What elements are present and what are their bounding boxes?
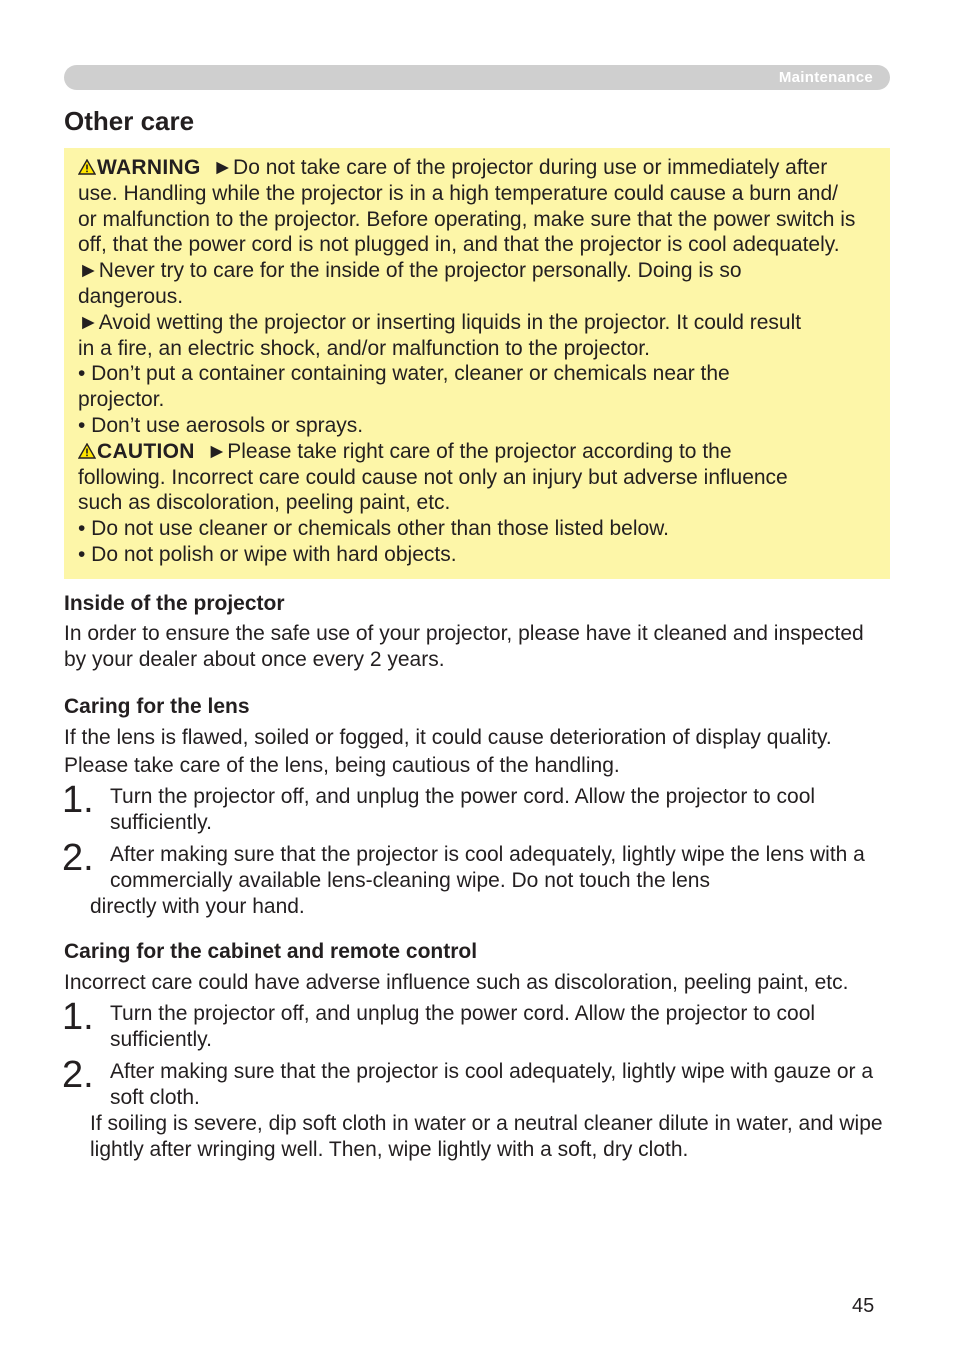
step-text: Turn the projector off, and unplug the power cord. Allow the projector to cool sufficiently. <box>110 785 816 834</box>
step-number: 1. <box>62 779 94 821</box>
cabinet-section <box>64 939 890 1163</box>
step-text: After making sure that the projector is cool adequately, lightly wipe with gauze or a soft cloth. <box>110 1060 874 1109</box>
caution-line: such as discoloration, peeling paint, etc. <box>78 491 451 515</box>
caution-text: ►Please take right care of the projector according to the <box>206 439 732 463</box>
lens-continuation: directly with your hand. <box>90 895 305 918</box>
step-text: After making sure that the projector is cool adequately, lightly wipe the lens with a commercially available lens-cleaning wipe. Do not touch the lens <box>110 843 865 892</box>
lens-step <box>62 779 890 836</box>
cabinet-steps <box>62 996 890 1111</box>
page-number: 45 <box>852 1295 875 1317</box>
cabinet-intro: Incorrect care could have adverse influence such as discoloration, peeling paint, etc. <box>64 971 849 994</box>
lens-steps <box>62 779 890 894</box>
warning-line: ►Avoid wetting the projector or inserting liquids in the projector. It could result <box>78 310 802 334</box>
lens-heading: Caring for the lens <box>64 695 250 718</box>
cabinet-heading: Caring for the cabinet and remote control <box>64 940 478 963</box>
warning-line: or malfunction to the projector. Before operating, make sure that the power switch is <box>78 207 856 231</box>
warning-line-0 <box>78 155 876 181</box>
warning-line: off, that the power cord is not plugged in, and that the projector is cool adequately. <box>78 233 840 257</box>
header-bar <box>64 65 890 90</box>
warning-line: dangerous. <box>78 284 184 308</box>
page-title: Other care <box>64 106 195 136</box>
section-label: Maintenance <box>778 69 873 86</box>
step-number: 1. <box>62 996 94 1038</box>
cabinet-step <box>62 1054 890 1111</box>
caution-signal-word: CAUTION <box>97 439 195 463</box>
step-number: 2. <box>62 1054 94 1096</box>
caution-triangle-icon <box>78 443 96 459</box>
step-number: 2. <box>62 837 94 879</box>
warning-line: projector. <box>78 388 165 412</box>
lens-intro: If the lens is flawed, soiled or fogged, it could cause deterioration of display quality. Please take care of the lens, being cautious of the handling. <box>64 726 832 777</box>
step-text: Turn the projector off, and unplug the power cord. Allow the projector to cool sufficiently. <box>110 1002 816 1051</box>
caution-line: • Do not polish or wipe with hard objects. <box>78 542 457 566</box>
cabinet-continuation: If soiling is severe, dip soft cloth in water or a neutral cleaner dilute in water, and wipe lightly after wringing well. Then, wipe lightly with a soft, dry cloth. <box>90 1112 883 1161</box>
warning-signal-word: WARNING <box>97 156 201 179</box>
warning-line: • Don’t use aerosols or sprays. <box>78 413 364 437</box>
warning-line: use. Handling while the projector is in a high temperature could cause a burn and/ <box>78 181 838 205</box>
warning-box <box>64 148 890 579</box>
inside-heading: Inside of the projector <box>64 592 285 615</box>
lens-section <box>64 694 890 920</box>
caution-line-0 <box>78 439 876 465</box>
caution-line: following. Incorrect care could cause not only an injury but adverse influence <box>78 465 788 489</box>
warning-line: in a fire, an electric shock, and/or malfunction to the projector. <box>78 336 650 360</box>
warning-text: ►Do not take care of the projector during use or immediately after <box>212 156 828 179</box>
inside-section <box>64 591 890 673</box>
caution-line: • Do not use cleaner or chemicals other than those listed below. <box>78 517 670 541</box>
inside-text: In order to ensure the safe use of your projector, please have it cleaned and inspected by your dealer about once every 2 years. <box>64 622 864 671</box>
lens-step <box>62 837 890 894</box>
warning-line: • Don’t put a container containing water, cleaner or chemicals near the <box>78 362 730 386</box>
cabinet-step <box>62 996 890 1053</box>
warning-line: ►Never try to care for the inside of the projector personally. Doing is so <box>78 259 742 283</box>
warning-triangle-icon <box>78 159 96 175</box>
